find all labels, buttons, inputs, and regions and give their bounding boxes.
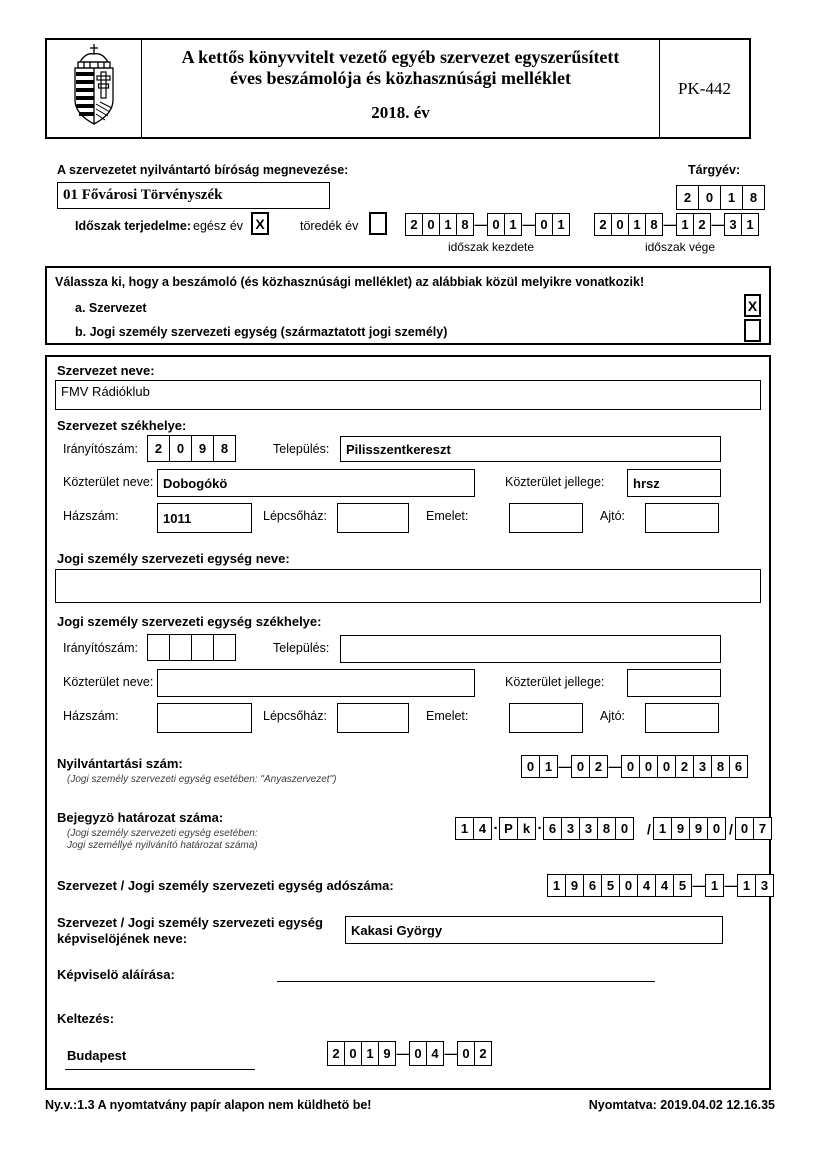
j-lepcsohaz-field[interactable] <box>337 703 409 733</box>
valassza-title: Válassza ki, hogy a beszámoló (és közhasznúsági melléklet) az alábbiak közül melyikre vonatkozik! <box>55 275 645 289</box>
dash-separator: — <box>711 217 725 232</box>
city-underline <box>65 1069 255 1070</box>
sz-emelet-label: Emelet: <box>426 509 469 523</box>
digit-cell[interactable]: 2 <box>405 213 423 236</box>
targyev-label: Tárgyév: <box>688 163 741 177</box>
signature-line[interactable] <box>277 981 655 982</box>
szervezet-neve-label: Szervezet neve: <box>57 363 155 378</box>
digit-cell[interactable]: 3 <box>693 755 712 778</box>
j-emelet-label: Emelet: <box>426 709 469 723</box>
dash-separator: — <box>396 1046 410 1061</box>
j-kozterulet-jellege-label: Közterület jellege: <box>505 675 605 689</box>
logo-cell <box>47 40 142 137</box>
jogi-neve-label: Jogi személy szervezeti egység neve: <box>57 551 290 566</box>
main-box <box>45 355 771 1090</box>
toredek-ev-label: töredék év <box>300 219 359 233</box>
kepviselo-neve-field[interactable] <box>345 916 723 944</box>
digit-cell[interactable]: 2 <box>589 755 608 778</box>
digit-cell[interactable]: 0 <box>571 755 590 778</box>
digit-cell[interactable]: 8 <box>645 213 663 236</box>
digit-cell[interactable]: 2 <box>327 1041 345 1066</box>
dash-separator: — <box>692 878 706 893</box>
digit-cell[interactable] <box>169 634 192 661</box>
digit-cell[interactable]: 0 <box>535 213 553 236</box>
sz-kozterulet-neve-field[interactable] <box>157 469 475 497</box>
sz-hazszam-field[interactable] <box>157 503 252 533</box>
digit-cell[interactable]: 1 <box>547 874 566 897</box>
digit-cell[interactable]: 7 <box>753 817 772 840</box>
szervezet-neve-field[interactable] <box>55 380 761 410</box>
digit-cell[interactable]: 1 <box>741 213 759 236</box>
digit-cell[interactable]: 0 <box>735 817 754 840</box>
digit-cell[interactable]: 4 <box>637 874 656 897</box>
szervezet-neve-value: FMV Rádióklub <box>61 384 150 399</box>
sz-kozterulet-jellege-label: Közterület jellege: <box>505 475 605 489</box>
digit-cell[interactable]: 2 <box>675 755 694 778</box>
sz-telepules-label: Település: <box>273 442 330 456</box>
digit-cell[interactable] <box>147 634 170 661</box>
sz-emelet-field[interactable] <box>509 503 583 533</box>
digit-cell[interactable]: 3 <box>561 817 580 840</box>
sz-ajto-label: Ajtó: <box>600 509 626 523</box>
bejegyzo-label: Bejegyzö határozat száma: <box>57 810 224 825</box>
digit-cell[interactable]: 1 <box>504 213 522 236</box>
digit-cell[interactable]: 0 <box>621 755 640 778</box>
j-iranyitoszam-cells[interactable] <box>147 634 236 661</box>
digit-cell[interactable]: 4 <box>655 874 674 897</box>
digit-cell[interactable]: 2 <box>474 1041 492 1066</box>
egesz-ev-checkbox[interactable]: X <box>251 212 269 235</box>
digit-cell[interactable]: 1 <box>539 755 558 778</box>
sz-telepules-value: Pilisszentkereszt <box>346 441 451 457</box>
option-b-checkbox[interactable] <box>744 319 761 342</box>
digit-cell[interactable]: 9 <box>689 817 708 840</box>
digit-cell[interactable]: 4 <box>426 1041 444 1066</box>
digit-cell[interactable]: 5 <box>673 874 692 897</box>
sz-iranyitoszam-cells[interactable] <box>147 435 236 462</box>
idoszak-vege-label: időszak vége <box>644 240 716 254</box>
dash-separator: — <box>724 878 738 893</box>
digit-cell[interactable]: 0 <box>457 1041 475 1066</box>
digit-cell[interactable]: 2 <box>147 435 170 462</box>
form-title <box>142 40 659 137</box>
digit-cell[interactable]: 0 <box>698 185 721 210</box>
digit-cell[interactable]: 6 <box>729 755 748 778</box>
dot-separator: · <box>537 820 543 837</box>
sz-hazszam-label: Házszám: <box>63 509 119 523</box>
adoszam-label: Szervezet / Jogi személy szervezeti egység adószáma: <box>57 878 394 893</box>
digit-cell[interactable]: 0 <box>657 755 676 778</box>
digit-cell[interactable]: 2 <box>693 213 711 236</box>
idoszak-kezdete-label: időszak kezdete <box>447 240 535 254</box>
keltezes-label: Keltezés: <box>57 1011 115 1026</box>
sz-hazszam-value: 1011 <box>163 510 192 526</box>
sz-iranyitoszam-label: Irányítószám: <box>63 442 139 456</box>
j-emelet-field[interactable] <box>509 703 583 733</box>
idoszak-kezdete-cells[interactable] <box>405 213 570 236</box>
kepviselo-label-line1: Szervezet / Jogi személy szervezeti egység <box>57 915 323 930</box>
footer-version-note: Ny.v.:1.3 A nyomtatvány papír alapon nem küldhetö be! <box>45 1098 372 1112</box>
dash-separator: — <box>522 217 536 232</box>
dash-separator: — <box>663 217 677 232</box>
dash-separator: — <box>558 759 572 774</box>
j-ajto-field[interactable] <box>645 703 719 733</box>
digit-cell[interactable]: 0 <box>521 755 540 778</box>
digit-cell[interactable]: 1 <box>720 185 743 210</box>
sz-kozterulet-jellege-value: hrsz <box>633 475 660 491</box>
form-title-line2: éves beszámolója és közhasznúsági melléklet <box>230 68 571 89</box>
digit-cell[interactable]: 0 <box>409 1041 427 1066</box>
dash-separator: — <box>474 217 488 232</box>
option-a-checkbox[interactable]: X <box>744 294 761 317</box>
kepviselo-label-line2: képviselöjének neve: <box>57 931 188 946</box>
digit-cell[interactable]: 6 <box>543 817 562 840</box>
digit-cell[interactable]: 0 <box>169 435 192 462</box>
digit-cell[interactable]: 9 <box>191 435 214 462</box>
keltezes-city: Budapest <box>67 1048 127 1063</box>
sz-kozterulet-neve-value: Dobogókö <box>163 475 228 491</box>
nyilvantartasi-cells[interactable] <box>521 755 748 778</box>
digit-cell[interactable]: 8 <box>456 213 474 236</box>
court-label: A szervezetet nyilvántartó bíróság megnevezése: <box>57 163 349 177</box>
digit-cell[interactable]: 8 <box>742 185 765 210</box>
digit-cell[interactable] <box>191 634 214 661</box>
digit-cell[interactable]: 1 <box>552 213 570 236</box>
form-year: 2018. év <box>371 103 430 123</box>
idoszak-vege-cells[interactable] <box>594 213 759 236</box>
sz-ajto-field[interactable] <box>645 503 719 533</box>
court-value: 01 Fővárosi Törvényszék <box>63 187 223 203</box>
digit-cell[interactable]: 8 <box>597 817 616 840</box>
alairas-label: Képviselö aláírása: <box>57 967 175 982</box>
j-kozterulet-jellege-field[interactable] <box>627 669 721 697</box>
digit-cell[interactable]: 1 <box>455 817 474 840</box>
digit-cell[interactable]: 2 <box>594 213 612 236</box>
digit-cell[interactable]: 0 <box>619 874 638 897</box>
digit-cell[interactable]: k <box>517 817 536 840</box>
digit-cell[interactable]: 1 <box>737 874 756 897</box>
dash-separator: — <box>444 1046 458 1061</box>
digit-cell[interactable]: 9 <box>378 1041 396 1066</box>
digit-cell[interactable]: 9 <box>565 874 584 897</box>
digit-cell[interactable]: 3 <box>724 213 742 236</box>
digit-cell[interactable]: 5 <box>601 874 620 897</box>
option-b-label: b. Jogi személy szervezeti egység (származtatott jogi személy) <box>75 325 448 339</box>
j-hazszam-label: Házszám: <box>63 709 119 723</box>
nyilvantartasi-label: Nyilvántartási szám: <box>57 756 183 771</box>
j-ajto-label: Ajtó: <box>600 709 626 723</box>
digit-cell[interactable]: 1 <box>361 1041 379 1066</box>
digit-cell[interactable]: 0 <box>639 755 658 778</box>
digit-cell[interactable]: 2 <box>676 185 699 210</box>
j-kozterulet-neve-field[interactable] <box>157 669 475 697</box>
j-hazszam-field[interactable] <box>157 703 252 733</box>
digit-cell[interactable]: 0 <box>344 1041 362 1066</box>
egesz-ev-label: egész év <box>193 219 244 233</box>
digit-cell[interactable]: 0 <box>487 213 505 236</box>
sz-kozterulet-neve-label: Közterület neve: <box>63 475 154 489</box>
slash-separator: / <box>647 820 651 837</box>
digit-cell[interactable]: 0 <box>615 817 634 840</box>
digit-cell[interactable]: 1 <box>653 817 672 840</box>
digit-cell[interactable]: 9 <box>671 817 690 840</box>
slash-separator: / <box>729 820 733 837</box>
digit-cell[interactable]: 4 <box>473 817 492 840</box>
targyev-cells[interactable] <box>676 185 765 210</box>
keltezes-date-cells[interactable] <box>327 1041 492 1066</box>
j-lepcsohaz-label: Lépcsőház: <box>263 709 327 723</box>
digit-cell[interactable]: 1 <box>439 213 457 236</box>
digit-cell[interactable]: 3 <box>579 817 598 840</box>
hungarian-coat-of-arms-icon <box>62 42 126 135</box>
bejegyzo-note-line2: Jogi személlyé nyilvánító határozat száma) <box>67 840 258 851</box>
dot-separator: · <box>493 820 499 837</box>
szervezet-szekhelye-label: Szervezet székhelye: <box>57 418 187 433</box>
digit-cell[interactable]: 8 <box>213 435 236 462</box>
toredek-ev-checkbox[interactable] <box>369 212 387 235</box>
nyilvantartasi-note: (Jogi személy szervezeti egység esetében: "Anyaszervezet") <box>67 774 337 785</box>
j-iranyitoszam-label: Irányítószám: <box>63 641 139 655</box>
digit-cell[interactable]: 1 <box>676 213 694 236</box>
digit-cell[interactable]: 0 <box>422 213 440 236</box>
digit-cell[interactable]: 0 <box>611 213 629 236</box>
digit-cell[interactable]: 6 <box>583 874 602 897</box>
form-header <box>45 38 751 139</box>
digit-cell[interactable]: 8 <box>711 755 730 778</box>
j-kozterulet-neve-label: Közterület neve: <box>63 675 154 689</box>
digit-cell[interactable]: 0 <box>707 817 726 840</box>
sz-kozterulet-jellege-field[interactable] <box>627 469 721 497</box>
form-code: PK-442 <box>659 40 749 137</box>
footer-printed-timestamp: Nyomtatva: 2019.04.02 12.16.35 <box>588 1098 775 1112</box>
idoszak-label: Időszak terjedelme: <box>75 219 192 233</box>
sz-lepcsohaz-field[interactable] <box>337 503 409 533</box>
digit-cell[interactable] <box>213 634 236 661</box>
bejegyzo-cells[interactable] <box>455 817 772 840</box>
sz-lepcsohaz-label: Lépcsőház: <box>263 509 327 523</box>
court-field[interactable] <box>57 182 330 209</box>
dash-separator: — <box>608 759 622 774</box>
bejegyzo-note-line1: (Jogi személy szervezeti egység esetében: <box>67 828 258 839</box>
digit-cell[interactable]: 3 <box>755 874 774 897</box>
kepviselo-neve-value: Kakasi György <box>351 922 443 938</box>
sz-telepules-field[interactable] <box>340 436 721 462</box>
valassza-box <box>45 266 771 345</box>
digit-cell[interactable]: 1 <box>705 874 724 897</box>
form-title-line1: A kettős könyvvitelt vezető egyéb szervezet egyszerűsített <box>181 47 620 67</box>
digit-cell[interactable]: 1 <box>628 213 646 236</box>
digit-cell[interactable]: P <box>499 817 518 840</box>
adoszam-cells[interactable] <box>547 874 774 897</box>
j-telepules-field[interactable] <box>340 635 721 663</box>
option-a-label: a. Szervezet <box>75 301 147 315</box>
j-telepules-label: Település: <box>273 641 330 655</box>
jogi-neve-field[interactable] <box>55 569 761 603</box>
jogi-szekhelye-label: Jogi személy szervezeti egység székhelye: <box>57 614 322 629</box>
